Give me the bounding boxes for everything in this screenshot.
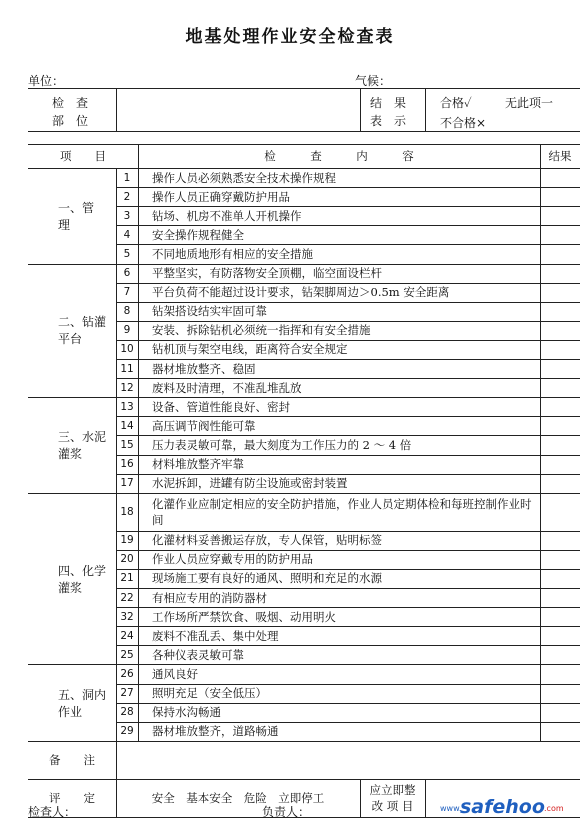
row-number: 5: [123, 247, 131, 260]
row-result-cell[interactable]: [540, 340, 580, 359]
row-number: 26: [120, 667, 134, 680]
assessment-divider-3: [425, 779, 426, 817]
row-number: 27: [120, 687, 134, 700]
row-number: 25: [120, 648, 134, 661]
row-number: 4: [123, 228, 131, 241]
pass-symbol: 合格✓: [440, 96, 472, 110]
row-content: 化灌作业应制定相应的安全防护措施，作业人员定期体检和每班控制作业时间: [152, 496, 532, 527]
watermark-suffix: .com: [544, 804, 564, 813]
row-result-cell[interactable]: [540, 244, 580, 263]
row-number: 7: [123, 286, 131, 299]
section-label: 三、水泥灌浆: [58, 429, 107, 461]
row-content: 高压调节阀性能可靠: [152, 418, 256, 433]
responsible-field[interactable]: [318, 800, 418, 818]
row-result-cell[interactable]: [540, 550, 580, 569]
responsible-label: 负责人：: [262, 805, 311, 819]
row-content: 钻机顶与架空电线，距离符合安全规定: [152, 342, 348, 357]
row-content: 操作人员必须熟悉安全技术操作规程: [152, 170, 336, 185]
row-result-cell[interactable]: [540, 493, 580, 531]
inspector-label: 检查人：: [28, 805, 77, 819]
section-label: 五、洞内作业: [58, 687, 107, 719]
rectify-label-line2: 改 项 目: [371, 798, 414, 813]
row-result-cell[interactable]: [540, 722, 580, 741]
row-number: 18: [120, 505, 134, 518]
col-divider-number: [116, 168, 117, 741]
row-result-cell[interactable]: [540, 321, 580, 340]
row-number: 29: [120, 725, 134, 738]
row-result-cell[interactable]: [540, 283, 580, 302]
row-result-cell[interactable]: [540, 588, 580, 607]
section-label: 二、钻灌平台: [58, 315, 107, 347]
row-result-cell[interactable]: [540, 703, 580, 722]
row-content: 作业人员应穿戴专用的防护用品: [152, 552, 313, 567]
fail-symbol: 不合格×: [440, 116, 487, 130]
check-part-label-2: 部 位: [52, 114, 89, 128]
result-label-2: 表 示: [370, 114, 407, 128]
row-content: 现场施工要有良好的通风、照明和充足的水源: [152, 571, 382, 586]
check-part-label-1: 检 查: [52, 96, 89, 110]
row-content: 平台负荷不能超过设计要求，钻架脚周边＞0.5m 安全距离: [152, 285, 450, 300]
remarks-label: 备 注: [49, 752, 95, 767]
row-result-cell[interactable]: [540, 206, 580, 225]
row-content: 安装、拆除钻机必须统一指挥和有安全措施: [152, 323, 371, 338]
row-result-cell[interactable]: [540, 378, 580, 397]
row-content: 器材堆放整齐、稳固: [152, 361, 256, 376]
row-content: 设备、管道性能良好、密封: [152, 399, 290, 414]
row-number: 32: [120, 610, 134, 623]
column-header-item: 项 目: [60, 149, 106, 163]
row-result-cell[interactable]: [540, 225, 580, 244]
weather-label: 气候：: [355, 74, 392, 88]
row-number: 8: [123, 305, 131, 318]
result-label-1: 结 果: [370, 96, 407, 110]
row-number: 6: [123, 267, 131, 280]
row-number: 1: [123, 171, 131, 184]
row-result-cell[interactable]: [540, 664, 580, 683]
row-number: 9: [123, 324, 131, 337]
section-label: 一、管 理: [58, 200, 119, 232]
row-content: 操作人员正确穿戴防护用品: [152, 189, 290, 204]
row-result-cell[interactable]: [540, 397, 580, 416]
row-result-cell[interactable]: [540, 626, 580, 645]
row-number: 22: [120, 591, 134, 604]
col-divider-result: [540, 144, 541, 741]
rectify-label-line1: 应立即整: [369, 782, 416, 797]
section-label: 四、化学灌浆: [58, 563, 107, 595]
remarks-field[interactable]: [116, 741, 580, 779]
row-number: 28: [120, 706, 134, 719]
row-number: 24: [120, 629, 134, 642]
row-content: 钻场、机房不准单人开机操作: [152, 208, 302, 223]
row-result-cell[interactable]: [540, 264, 580, 283]
row-number: 20: [120, 553, 134, 566]
row-result-cell[interactable]: [540, 531, 580, 550]
page-title: 地基处理作业安全检查表: [185, 27, 395, 47]
row-content: 平整坚实，有防落物安全顶棚，临空面设栏杆: [152, 266, 382, 281]
row-number: 11: [120, 362, 134, 375]
row-result-cell[interactable]: [540, 187, 580, 206]
row-content: 废料不准乱丢、集中处理: [152, 628, 279, 643]
watermark-logo: safehoo: [460, 796, 545, 818]
row-content: 水泥拆卸，进罐有防尘设施或密封装置: [152, 476, 348, 491]
row-content: 照明充足（安全低压）: [152, 686, 267, 701]
assessment-label: 评 定: [49, 790, 95, 805]
row-result-cell[interactable]: [540, 168, 580, 187]
row-number: 19: [120, 534, 134, 547]
row-number: 14: [120, 419, 134, 432]
row-result-cell[interactable]: [540, 435, 580, 454]
row-content: 钻架搭设结实牢固可靠: [152, 304, 267, 319]
na-symbol: 无此项一: [505, 96, 554, 110]
row-number: 21: [120, 572, 134, 585]
row-number: 3: [123, 209, 131, 222]
row-number: 16: [120, 458, 134, 471]
unit-label: 单位：: [28, 74, 65, 88]
row-content: 工作场所严禁饮食、吸烟、动用明火: [152, 609, 336, 624]
row-content: 有相应专用的消防器材: [152, 590, 267, 605]
row-result-cell[interactable]: [540, 684, 580, 703]
row-result-cell[interactable]: [540, 607, 580, 626]
col-divider-content: [138, 144, 139, 741]
row-content: 材料堆放整齐牢靠: [152, 457, 244, 472]
row-result-cell[interactable]: [540, 474, 580, 493]
row-number: 13: [120, 400, 134, 413]
row-content: 化灌材料妥善搬运存放，专人保管，贴明标签: [152, 533, 382, 548]
row-number: 12: [120, 381, 134, 394]
row-content: 废料及时清理，不准乱堆乱放: [152, 380, 302, 395]
row-result-cell[interactable]: [540, 359, 580, 378]
row-result-cell[interactable]: [540, 455, 580, 474]
row-content: 安全操作规程健全: [152, 227, 244, 242]
row-content: 压力表灵敏可靠，最大刻度为工作压力的 2 ～ 4 倍: [152, 437, 412, 452]
row-number: 10: [120, 343, 134, 356]
watermark-prefix: www.: [440, 804, 462, 813]
row-result-cell[interactable]: [540, 302, 580, 321]
row-content: 保持水沟畅通: [152, 705, 221, 720]
column-header-content: 检 查 内 容: [264, 149, 414, 163]
row-content: 不同地质地形有相应的安全措施: [152, 246, 313, 261]
row-content: 器材堆放整齐，道路畅通: [152, 724, 279, 739]
assessment-options: 安全 基本安全 危险 立即停工: [151, 790, 325, 805]
remarks-divider: [116, 741, 117, 779]
row-result-cell[interactable]: [540, 569, 580, 588]
row-number: 15: [120, 438, 134, 451]
inspector-field[interactable]: [88, 800, 188, 818]
row-number: 17: [120, 477, 134, 490]
row-content: 各种仪表灵敏可靠: [152, 647, 244, 662]
column-header-result: 结果: [548, 149, 572, 163]
row-content: 通风良好: [152, 666, 198, 681]
row-result-cell[interactable]: [540, 416, 580, 435]
row-number: 2: [123, 190, 131, 203]
row-result-cell[interactable]: [540, 645, 580, 664]
